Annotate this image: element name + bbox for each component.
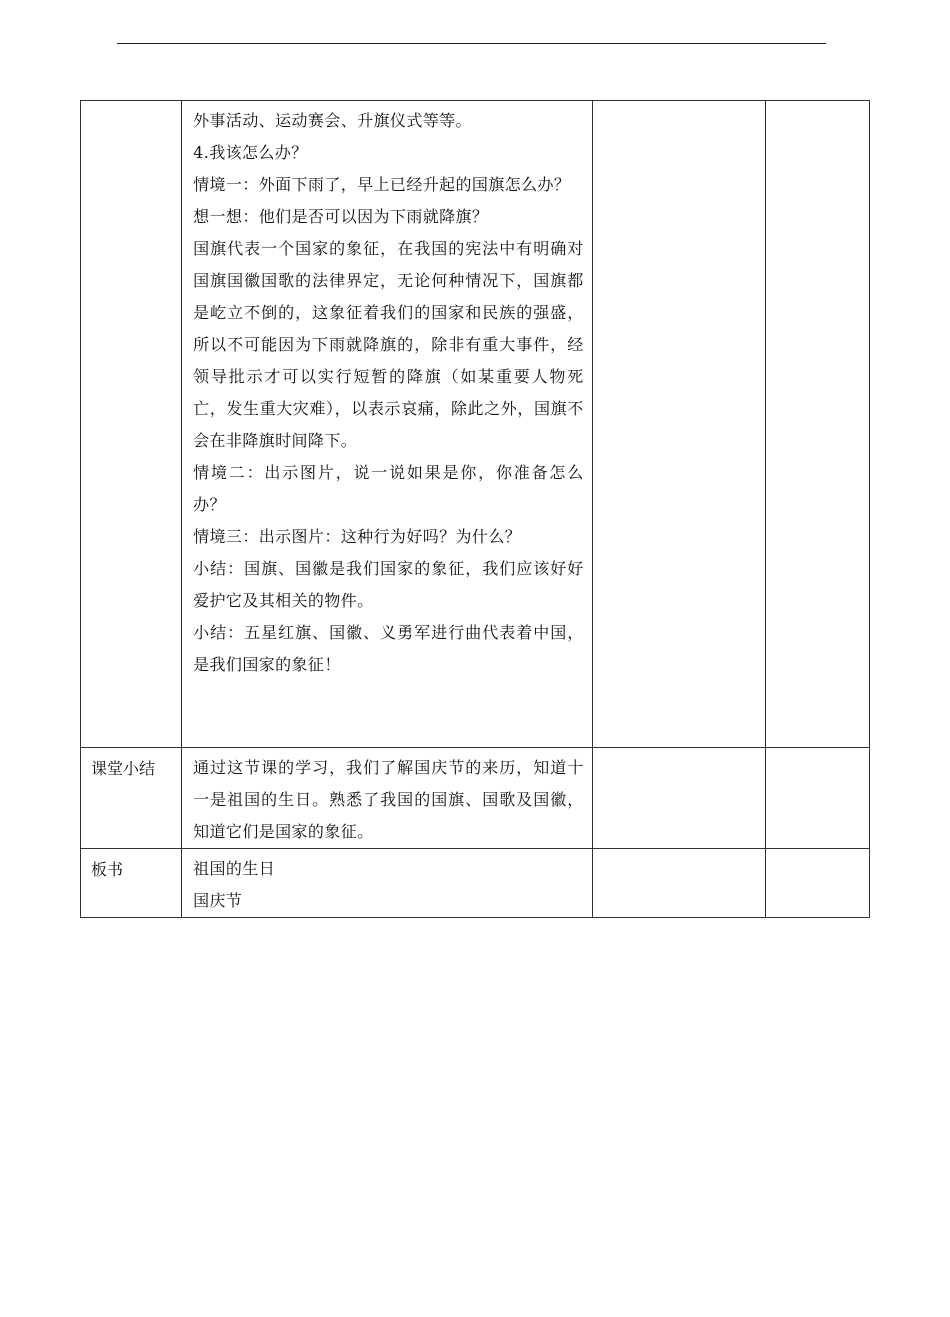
empty-cell [592, 849, 765, 918]
header-rule [117, 43, 826, 44]
row-label [81, 101, 181, 106]
row-label: 板书 [91, 860, 124, 879]
row-label: 课堂小结 [91, 759, 156, 778]
empty-cell [592, 748, 765, 849]
content-paragraph: 通过这节课的学习，我们了解国庆节的来历，知道十一是祖国的生日。熟悉了我国的国旗、国歌及国徽，知道它们是国家的象征。 [193, 758, 584, 841]
row-label-cell [81, 849, 182, 918]
content-paragraph: 祖国的生日 [193, 859, 276, 878]
empty-cell [592, 101, 765, 748]
content-cell [182, 849, 593, 918]
empty-cell [765, 101, 869, 748]
content-paragraph: 情境二：出示图片，说一说如果是你，你准备怎么办？ [193, 463, 584, 514]
content-cell [182, 748, 593, 849]
empty-cell [765, 748, 869, 849]
lesson-table [80, 100, 870, 918]
empty-cell [765, 849, 869, 918]
content-paragraph: 小结：国旗、国徽是我们国家的象征，我们应该好好爱护它及其相关的物件。 [193, 559, 584, 610]
content-paragraph: 情境一：外面下雨了，早上已经升起的国旗怎么办？ [193, 175, 571, 194]
table-row [81, 101, 870, 748]
content-paragraph: 4.我该怎么办？ [193, 143, 308, 162]
content-paragraph: 国旗代表一个国家的象征，在我国的宪法中有明确对国旗国徽国歌的法律界定，无论何种情况下，国旗都是屹立不倒的，这象征着我们的国家和民族的强盛，所以不可能因为下雨就降旗的，除非有重大事件，经领导批示才可以实行短暂的降旗（如某重要人物死亡，发生重大灾难），以表示哀痛，除此之外，国旗不会在非降旗时间降下。 [193, 239, 584, 450]
content-paragraph: 情境三：出示图片：这种行为好吗？为什么？ [193, 527, 522, 546]
content-paragraph: 小结：五星红旗、国徽、义勇军进行曲代表着中国，是我们国家的象征！ [193, 623, 584, 674]
content-paragraph: 想一想：他们是否可以因为下雨就降旗？ [193, 207, 489, 226]
table-row [81, 849, 870, 918]
row-label-cell [81, 101, 182, 748]
row-label-cell [81, 748, 182, 849]
content-cell [182, 101, 593, 748]
content-paragraph: 国庆节 [193, 891, 243, 910]
table-row [81, 748, 870, 849]
content-paragraph: 外事活动、运动赛会、升旗仪式等等。 [193, 111, 472, 130]
